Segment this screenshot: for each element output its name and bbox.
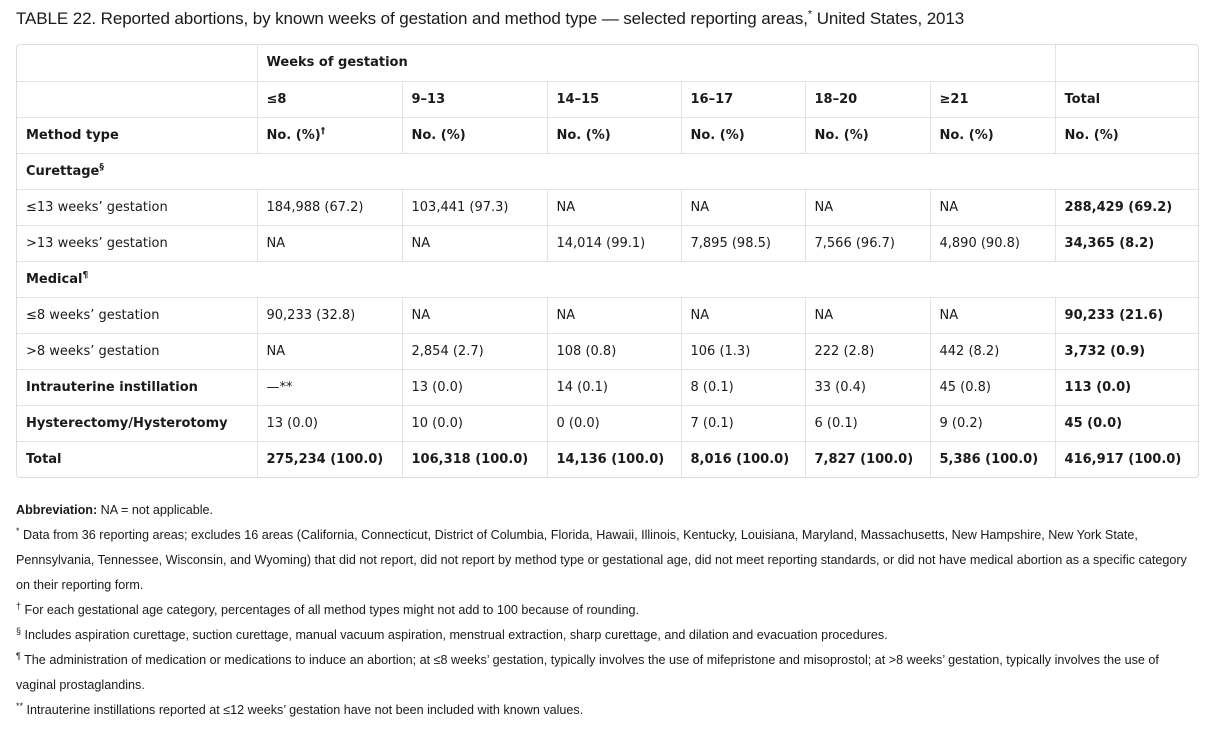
- header-week: ≤8: [257, 81, 402, 117]
- footnote: * Data from 36 reporting areas; excludes 16 areas (California, Connecticut, District of Columbia, Florida, Hawaii, Illinois, Kentucky, Louisiana, Maryland, Massachusetts, New Hampshire, New York State, Pennsylvania, Tennessee, Wisconsin, and Wyoming) that did not report, did not report by method type or gestational age, did not meet reporting standards, or did not have medical abortion as a specific category on their reporting form.: [16, 525, 1187, 592]
- header-sub: No. (%): [681, 117, 805, 153]
- row-total: 90,233 (21.6): [1055, 297, 1198, 333]
- footnote: ** Intrauterine instillations reported at ≤12 weeks’ gestation have not been included with known values.: [16, 700, 584, 717]
- row-total: 34,365 (8.2): [1055, 225, 1198, 261]
- header-weeks-group: Weeks of gestation: [257, 45, 1055, 81]
- abortions-table: [17, 45, 1198, 477]
- table-cell: 14,136 (100.0): [547, 441, 681, 477]
- section-row-curettage: [17, 153, 1198, 189]
- table-row: [17, 333, 1198, 369]
- table-cell: 7,827 (100.0): [805, 441, 930, 477]
- header-method-type: Method type: [17, 117, 257, 153]
- table-cell: 45 (0.8): [930, 369, 1055, 405]
- table-cell: 8,016 (100.0): [681, 441, 805, 477]
- table-cell: 106,318 (100.0): [402, 441, 547, 477]
- row-label: Hysterectomy/Hysterotomy: [17, 405, 257, 441]
- table-container: [16, 44, 1199, 478]
- table-row: [17, 189, 1198, 225]
- row-label: >13 weeks’ gestation: [17, 225, 257, 261]
- table-cell: NA: [805, 297, 930, 333]
- header-row-group: [17, 45, 1198, 81]
- header-row-weeks: [17, 81, 1198, 117]
- table-cell: 7 (0.1): [681, 405, 805, 441]
- row-label: >8 weeks’ gestation: [17, 333, 257, 369]
- footnote: ¶ The administration of medication or medications to induce an abortion; at ≤8 weeks’ gestation, typically involves the use of mifepristone and misoprostol; at >8 weeks’ gestation, typically involves the use of vaginal prostaglandins.: [16, 650, 1159, 692]
- header-blank: [17, 45, 257, 81]
- section-row-medical: [17, 261, 1198, 297]
- row-label: Intrauterine instillation: [17, 369, 257, 405]
- table-row: [17, 369, 1198, 405]
- table-cell: NA: [547, 297, 681, 333]
- table-cell: 108 (0.8): [547, 333, 681, 369]
- table-cell: 275,234 (100.0): [257, 441, 402, 477]
- row-label: Total: [26, 451, 62, 467]
- table-cell: 7,566 (96.7): [805, 225, 930, 261]
- row-total: 45 (0.0): [1055, 405, 1198, 441]
- table-cell: 10 (0.0): [402, 405, 547, 441]
- table-cell: 14 (0.1): [547, 369, 681, 405]
- header-sub: No. (%): [805, 117, 930, 153]
- title-suffix: United States, 2013: [812, 9, 965, 28]
- table-title: [16, 8, 1201, 30]
- table-cell: 6 (0.1): [805, 405, 930, 441]
- table-footnotes: [16, 498, 1201, 723]
- table-cell: NA: [257, 225, 402, 261]
- table-cell: 13 (0.0): [257, 405, 402, 441]
- table-cell: 103,441 (97.3): [402, 189, 547, 225]
- table-cell: 4,890 (90.8): [930, 225, 1055, 261]
- table-cell: 106 (1.3): [681, 333, 805, 369]
- table-cell: 222 (2.8): [805, 333, 930, 369]
- table-row: [17, 297, 1198, 333]
- header-week: 18–20: [805, 81, 930, 117]
- row-total: 416,917 (100.0): [1055, 441, 1198, 477]
- header-week: 14–15: [547, 81, 681, 117]
- table-cell: NA: [681, 297, 805, 333]
- table-row: [17, 225, 1198, 261]
- table-cell: 7,895 (98.5): [681, 225, 805, 261]
- table-cell: 90,233 (32.8): [257, 297, 402, 333]
- table-cell: 14,014 (99.1): [547, 225, 681, 261]
- table-cell: NA: [257, 333, 402, 369]
- header-sub: No. (%): [1055, 117, 1198, 153]
- header-week: ≥21: [930, 81, 1055, 117]
- header-blank-2: [17, 81, 257, 117]
- table-cell: NA: [402, 297, 547, 333]
- table-cell: 2,854 (2.7): [402, 333, 547, 369]
- section-label: Curettage§: [17, 153, 1198, 189]
- title-text: TABLE 22. Reported abortions, by known weeks of gestation and method type — selected reporting areas,: [16, 9, 808, 28]
- table-cell: 8 (0.1): [681, 369, 805, 405]
- header-row-sub: [17, 117, 1198, 153]
- row-label: ≤13 weeks’ gestation: [17, 189, 257, 225]
- table-cell: —**: [257, 369, 402, 405]
- table-cell: NA: [805, 189, 930, 225]
- section-label: Medical¶: [17, 261, 1198, 297]
- table-cell: 33 (0.4): [805, 369, 930, 405]
- table-cell: NA: [402, 225, 547, 261]
- header-total: Total: [1055, 81, 1198, 117]
- title-footnote-mark: *: [807, 8, 813, 21]
- table-cell: NA: [930, 297, 1055, 333]
- table-cell: 13 (0.0): [402, 369, 547, 405]
- table-cell: NA: [930, 189, 1055, 225]
- table-cell: NA: [681, 189, 805, 225]
- table-cell: 442 (8.2): [930, 333, 1055, 369]
- header-sub: No. (%)†: [257, 117, 402, 153]
- row-label: ≤8 weeks’ gestation: [17, 297, 257, 333]
- table-row: [17, 405, 1198, 441]
- row-total: 3,732 (0.9): [1055, 333, 1198, 369]
- table-cell: 5,386 (100.0): [930, 441, 1055, 477]
- footnote: † For each gestational age category, percentages of all method types might not add to 100 because of rounding.: [16, 600, 639, 617]
- table-row-total: [17, 441, 1198, 477]
- header-sub: No. (%): [547, 117, 681, 153]
- table-cell: 0 (0.0): [547, 405, 681, 441]
- abbreviation-note: Abbreviation: NA = not applicable.: [16, 503, 214, 517]
- header-sub: No. (%): [402, 117, 547, 153]
- footnote: § Includes aspiration curettage, suction curettage, manual vacuum aspiration, menstrual extraction, sharp curettage, and dilation and evacuation procedures.: [16, 625, 888, 642]
- header-sub: No. (%): [930, 117, 1055, 153]
- header-week: 16–17: [681, 81, 805, 117]
- header-week: 9–13: [402, 81, 547, 117]
- header-blank-total: [1055, 45, 1198, 81]
- row-total: 113 (0.0): [1055, 369, 1198, 405]
- table-cell: 9 (0.2): [930, 405, 1055, 441]
- row-total: 288,429 (69.2): [1055, 189, 1198, 225]
- table-cell: 184,988 (67.2): [257, 189, 402, 225]
- table-cell: NA: [547, 189, 681, 225]
